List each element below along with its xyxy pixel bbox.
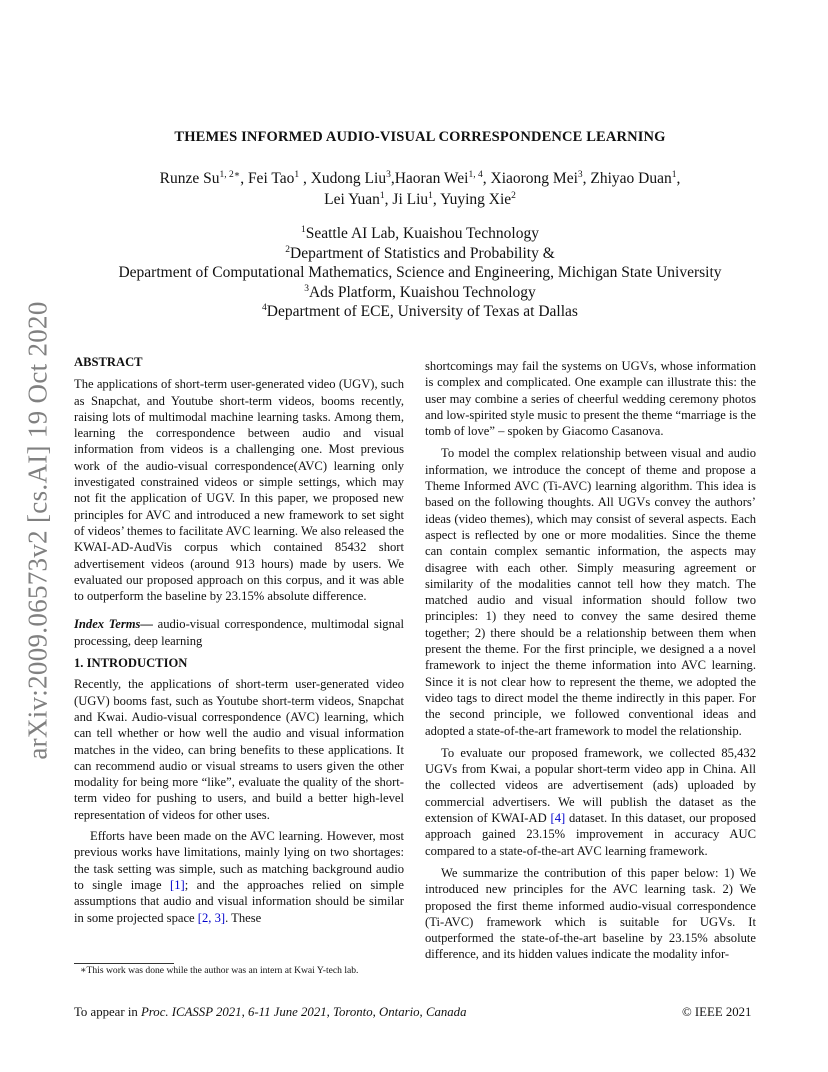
author-name: Runze Su [159,170,220,187]
footnote: ∗This work was done while the author was an intern at Kwai Y-tech lab. [80,965,359,976]
author-affil-mark: 1, 4 [468,170,483,180]
left-column [74,354,404,926]
footer-venue: To appear in Proc. ICASSP 2021, 6-11 June 2021, Toronto, Ontario, Canada [74,1005,467,1019]
introduction-heading: 1. INTRODUCTION [74,656,188,671]
author-name: , Zhiyao Duan [582,170,672,187]
author-name: , Yuying Xie [432,191,512,208]
intro-paragraph-2: Efforts have been made on the AVC learning. However, most previous works have limitations, mainly lying on two shortages: the task setting was simple, such as matching background audio to single image [1]; and the approaches relied on simple assumptions that audio and visual information should be similar in some projected space [2, 3]. These [74,829,404,925]
affiliation-1: $^1$Seattle AI Lab, Kuaishou Technology [301,225,539,242]
author-name: , Ji Liu [384,191,429,208]
arxiv-identifier: arXiv:2009.06573v2 [cs.AI] 19 Oct 2020 [22,300,53,760]
paper-title: THEMES INFORMED AUDIO-VISUAL CORRESPONDENCE LEARNING [174,129,666,145]
author-affil-mark: 1 [428,191,433,201]
citation-link[interactable]: [1] [170,877,185,892]
author-line-2 [80,189,760,210]
intro-paragraph-1: Recently, the applications of short-term user-generated video (UGV) booms fast, such as Youtube short-term videos, Snapchat and Kwai. Audio-visual correspondence (AVC) learning, which can tell whether or how well the audio and visual information matches in the video, can bring benefits to these applications. It can recommend audio or visual streams to users given the other modality for being more “like”, evaluate the quality of the short-term video for pushing to users, and build a better high-level representation of videos for other uses. [74,677,404,822]
right-paragraph-1: shortcomings may fail the systems on UGVs, whose information is complex and complicated. One example can illustrate this: the user may combine a series of cheerful wedding ceremony photos and low-spirited style music to present the theme “marriage is the tomb of love” – spoken by Giacomo Casanova. [425,359,756,439]
author-affil-mark: 3 [577,170,583,180]
affiliation-2-continued: Department of Computational Mathematics, Science and Engineering, Michigan State University [118,264,722,281]
author-name: ,Haoran Wei [390,170,469,187]
author-affil-mark: 1 [379,191,385,201]
affiliation-list [60,224,780,322]
author-name: Lei Yuan [324,191,380,208]
abstract-body: The applications of short-term user-generated video (UGV), such as Snapchat, and Youtube short-term videos, booms recently, raising lots of multimodal machine learning tasks. Among them, learning the correspondence between audio and visual information from videos is a challenging one. Most previous work of the audio-visual correspondence(AVC) learning only investigated constrained videos or simple settings, which may not fit the application of UGV. In this paper, we proposed new principles for AVC and introduced a new framework to set sight of videos’ themes to facilitate AVC learning. We also released the KWAI-AD-AudVis corpus which contained 85432 short advertisement videos (around 913 hours) made by users. We evaluated our proposed approach on this corpus, and it was able to outperform the baseline by 23.15% absolute difference. [74,377,404,604]
right-paragraph-2: To model the complex relationship between visual and audio information, we introduce the concept of theme and propose a Theme Informed AVC (Ti-AVC) learning algorithm. This idea is based on the following thoughts. All UGVs convey the authors’ ideas (video themes), which may consist of several aspects. Each aspect is reflected by one or more modalities. Since the theme can contain complex semantic information, the aspects may disagree with each other. Simply measuring agreement or similarity of the modalities cannot tell how they match. The matched audio and visual information should follow two principles: 1) they need to convey the same desired theme together; 2) there should be a relationship between them when present the theme. For the first principle, we designed a a novel framework to inject the theme information into AVC learning. Since it is not clear how to represent the theme, we adopted the video tags to direct model the theme indirectly in this paper. For the second principle, we followed conventional ideas and adopted a state-of-the-art framework to model the relationship. [425,446,756,738]
index-terms-label: Index Terms— [74,617,154,632]
abstract-heading: ABSTRACT [74,355,143,369]
author-name: , Xudong Liu [299,170,387,187]
author-affil-mark: 3 [386,170,391,180]
affiliation-2: $^2$Department of Statistics and Probability & [285,244,555,262]
author-list [80,168,760,210]
author-name: , Xiaorong Mei [482,170,578,187]
footer-copyright: © IEEE 2021 [682,1005,752,1019]
right-paragraph-3: To evaluate our proposed framework, we collected 85,432 UGVs from Kwai, a popular short-term video app in China. All the collected videos are advertisement (ads) uploaded by commercial advertisers. We will publish the dataset as the extension of KWAI-AD [4] dataset. In this dataset, our proposed approach gained 23.15% improvement in accuracy AUC compared to a state-of-the-art AVC learning framework. [425,745,756,858]
affiliation-4: $^4$Department of ECE, University of Texas at Dallas [262,303,578,320]
author-affil-mark: 2 [511,191,516,201]
right-paragraph-4: We summarize the contribution of this paper below: 1) We introduced new principles for the AVC learning task. 2) We proposed the first theme informed audio-visual correspondence (Ti-AVC) framework which is suitable for UGVs. It outperformed the state-of-the-art baseline by 23.15% absolute difference, and its hidden values indicate the modality infor- [425,865,756,962]
author-affil-mark: 1, 2∗ [219,170,241,180]
author-affil-mark: 1 [294,170,300,180]
citation-link[interactable]: [2, 3] [197,910,226,925]
author-separator: , [676,170,681,187]
right-column [425,358,756,963]
index-terms: Index Terms— audio-visual correspondence, multimodal signal processing, deep learning [74,617,404,648]
affiliation-3: $^3$Ads Platform, Kuaishou Technology [304,283,536,301]
citation-link[interactable]: [4] [550,811,566,826]
author-name: , Fei Tao [240,170,295,187]
author-affil-mark: 1 [671,170,677,180]
author-line-1 [80,168,760,189]
footnote-divider [74,963,174,964]
